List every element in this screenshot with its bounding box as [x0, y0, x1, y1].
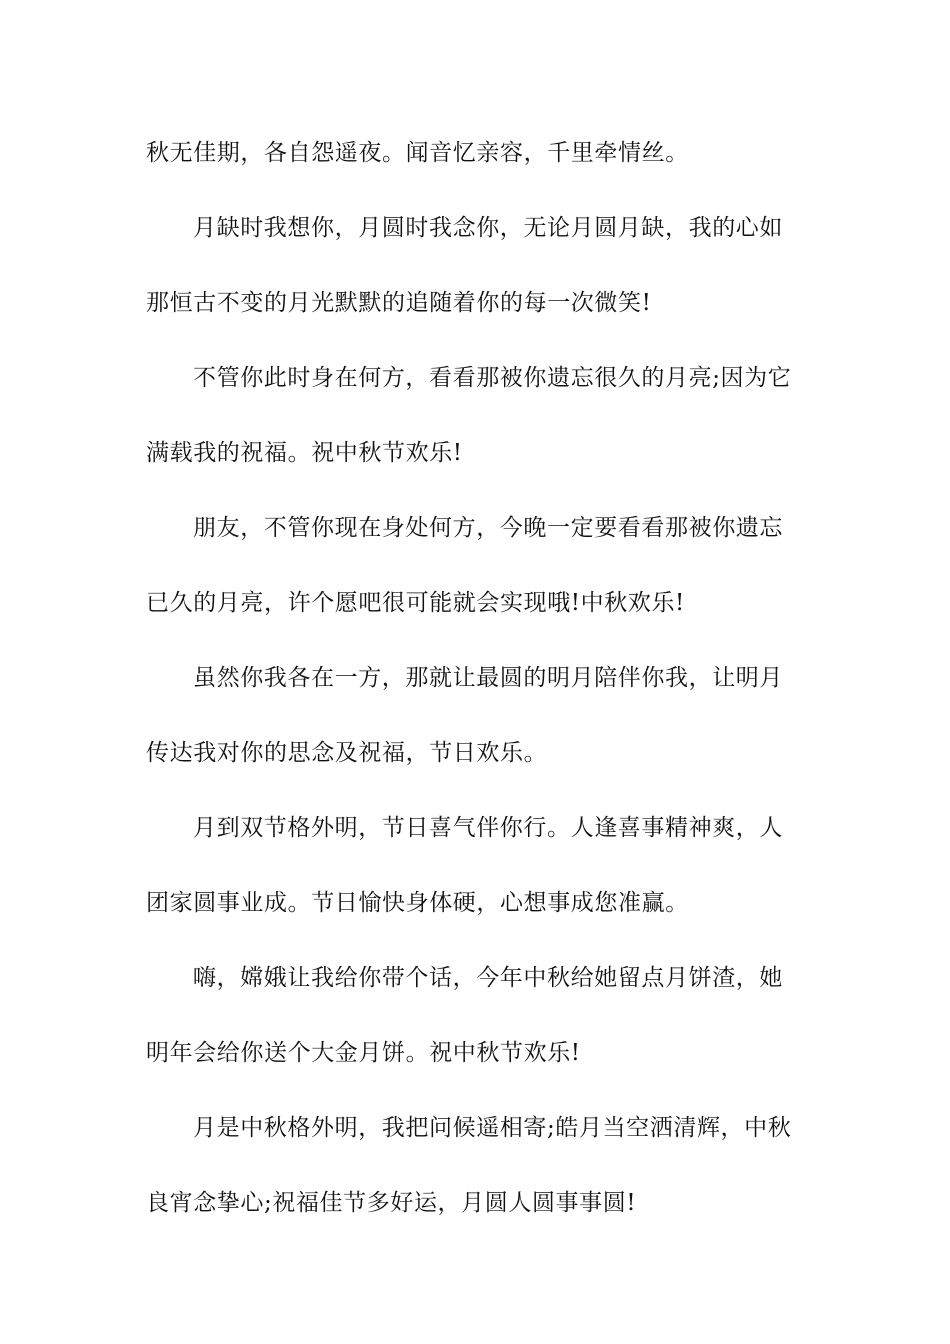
text-line: 朋友，不管你现在身处何方，今晚一定要看看那被你遗忘: [193, 515, 783, 541]
text-line: 秋无佳期，各自怨遥夜。闻音忆亲容，千里牵情丝。: [146, 140, 689, 166]
text-line: 明年会给你送个大金月饼。祝中秋节欢乐!: [146, 1040, 581, 1066]
text-line: 月到双节格外明，节日喜气伴你行。人逢喜事精神爽，人: [193, 815, 783, 841]
text-line: 满载我的祝福。祝中秋节欢乐!: [146, 440, 463, 466]
text-line: 那恒古不变的月光默默的追随着你的每一次微笑!: [146, 290, 652, 316]
text-line: 团家圆事业成。节日愉快身体硬，心想事成您准赢。: [146, 890, 689, 916]
text-line: 嗨，嫦娥让我给你带个话，今年中秋给她留点月饼渣，她: [193, 965, 783, 991]
text-line: 传达我对你的思念及祝福，节日欢乐。: [146, 740, 548, 766]
document-body: [146, 127, 806, 1252]
text-line: 虽然你我各在一方，那就让最圆的明月陪伴你我，让明月: [193, 665, 783, 691]
text-line: 月缺时我想你，月圆时我念你，无论月圆月缺，我的心如: [193, 215, 783, 241]
text-line: 不管你此时身在何方，看看那被你遗忘很久的月亮;因为它: [193, 365, 792, 391]
text-line: 月是中秋格外明，我把问候遥相寄;皓月当空洒清辉，中秋: [193, 1115, 792, 1141]
text-line: 良宵念挚心;祝福佳节多好运，月圆人圆事事圆!: [146, 1190, 637, 1216]
text-line: 已久的月亮，许个愿吧很可能就会实现哦!中秋欢乐!: [146, 590, 685, 616]
